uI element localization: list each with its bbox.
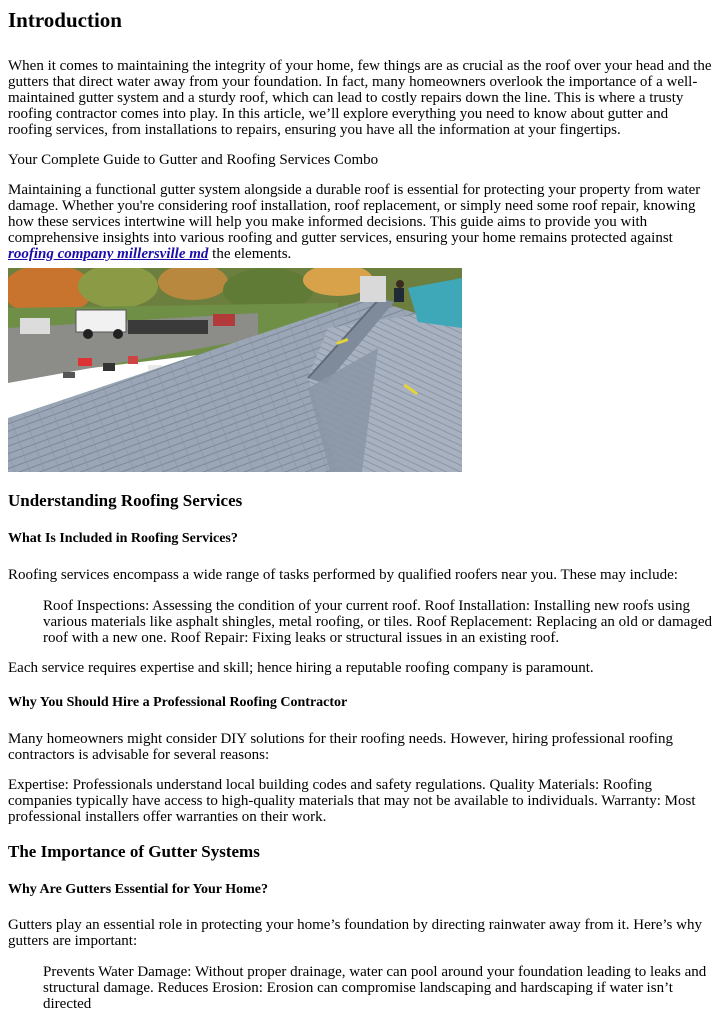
section2-subheading-1: Why Are Gutters Essential for Your Home? [8, 882, 269, 897]
guide-text-after: the elements. [208, 246, 292, 262]
section2-sub1-list: Prevents Water Damage: Without proper drainage, water can pool around your foundation leading to leaks and structural damage. Reduces Erosion: Erosion can compromise landscaping and hardscaping if water isn’t directed [43, 964, 707, 1012]
section1-sub1-list: Roof Inspections: Assessing the condition of your current roof. Roof Installation: Installing new roofs using various materials like asphalt shingles, metal roofing, or tiles. Roof Replacement: Replacing an old or damaged roof with a new one. Roof Repair: Fixing leaks or structural issues in an existing roof. [43, 598, 712, 646]
guide-text-before: Maintaining a functional gutter system alongside a durable roof is essential for protecting your property from water damage. Whether you're considering roof installation, roof replacement, or simply need some roof repair, knowing how these services intertwine will help you make informed decisions. This guide aims to provide you with comprehensive insights into various roofing and gutter services, ensuring your home remains protected against [8, 182, 701, 246]
article [0, 8, 720, 1012]
section1-subheading-2: Why You Should Hire a Professional Roofing Contractor [8, 695, 348, 710]
section2-sub1-text: Gutters play an essential role in protecting your home’s foundation by directing rainwater away from it. Here’s why gutters are important: [8, 917, 702, 949]
section1-subheading-1: What Is Included in Roofing Services? [8, 531, 238, 546]
page-title: Introduction [8, 8, 122, 32]
guide-paragraph [8, 182, 712, 262]
roof-photo [8, 268, 462, 472]
roofing-company-link[interactable]: roofing company millersville md [8, 246, 209, 262]
section2-heading: The Importance of Gutter Systems [8, 842, 260, 861]
section1-sub1-after: Each service requires expertise and skill; hence hiring a reputable roofing company is paramount. [8, 660, 594, 676]
intro-paragraph: When it comes to maintaining the integrity of your home, few things are as crucial as the roof over your head and the gutters that direct water away from your foundation. In fact, many homeowners overlook the importance of a well-maintained gutter system and a sturdy roof, which can lead to costly repairs down the line. This is where a trusty roofing contractor comes into play. In this article, we’ll explore everything you need to know about gutter and roofing services, from installations to repairs, ensuring you have all the information at your fingertips. [8, 58, 712, 138]
section1-heading: Understanding Roofing Services [8, 491, 243, 510]
guide-title: Your Complete Guide to Gutter and Roofing Services Combo [8, 152, 379, 168]
section1-sub2-text: Many homeowners might consider DIY solutions for their roofing needs. However, hiring professional roofing contractors is advisable for several reasons: [8, 731, 673, 763]
section1-sub1-text: Roofing services encompass a wide range of tasks performed by qualified roofers near you. These may include: [8, 567, 678, 583]
section1-sub2-list: Expertise: Professionals understand local building codes and safety regulations. Quality Materials: Roofing companies typically have access to high-quality materials that may not be available to individuals. Warranty: Most professional installers offer warranties on their work. [8, 777, 696, 825]
